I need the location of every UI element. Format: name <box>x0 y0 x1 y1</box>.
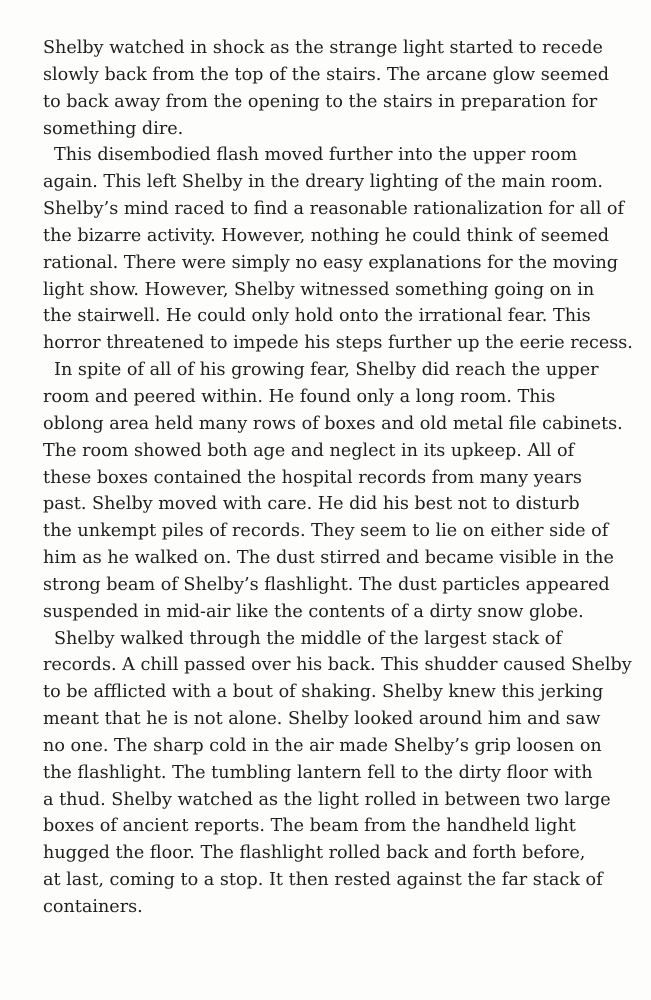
text-line: suspended in mid-air like the contents of a dirty snow globe. <box>43 601 584 622</box>
text-line: meant that he is not alone. Shelby looked around him and saw <box>43 709 601 730</box>
text-line: him as he walked on. The dust stirred and became visible in the <box>43 548 614 569</box>
text-line: a thud. Shelby watched as the light rolled in between two large <box>43 789 611 810</box>
text-line: slowly back from the top of the stairs. The arcane glow seemed <box>43 64 609 85</box>
text-line: the unkempt piles of records. They seem to lie on either side of <box>43 521 609 542</box>
text-line: In spite of all of his growing fear, Shelby did reach the upper <box>54 360 599 381</box>
text-line: records. A chill passed over his back. This shudder caused Shelby <box>43 655 632 676</box>
text-line: oblong area held many rows of boxes and old metal file cabinets. <box>43 413 623 434</box>
text-line: to be afflicted with a bout of shaking. Shelby knew this jerking <box>43 682 604 703</box>
text-line: horror threatened to impede his steps further up the eerie recess. <box>43 333 633 354</box>
story-text <box>43 35 633 921</box>
text-line: at last, coming to a stop. It then rested against the far stack of <box>43 870 603 891</box>
text-line: Shelby’s mind raced to find a reasonable rationalization for all of <box>43 199 625 220</box>
text-line: past. Shelby moved with care. He did his best not to disturb <box>43 494 580 515</box>
paragraph-1 <box>43 35 633 142</box>
text-line: something dire. <box>43 118 184 139</box>
text-line: Shelby watched in shock as the strange light started to recede <box>43 38 603 58</box>
text-line: boxes of ancient reports. The beam from the handheld light <box>43 816 576 837</box>
paragraph-2 <box>43 142 633 357</box>
text-line: light show. However, Shelby witnessed something going on in <box>43 279 595 300</box>
text-line: hugged the floor. The flashlight rolled back and forth before, <box>43 843 586 864</box>
text-line: to back away from the opening to the stairs in preparation for <box>43 91 598 112</box>
text-line: again. This left Shelby in the dreary lighting of the main room. <box>43 172 604 193</box>
paragraph-3 <box>43 357 633 625</box>
text-line: the bizarre activity. However, nothing he could think of seemed <box>43 225 610 246</box>
text-line: the flashlight. The tumbling lantern fell to the dirty floor with <box>43 762 593 783</box>
paragraph-4 <box>43 626 633 921</box>
text-line: these boxes contained the hospital records from many years <box>43 467 582 488</box>
text-line: Shelby walked through the middle of the largest stack of <box>54 628 562 649</box>
text-line: The room showed both age and neglect in its upkeep. All of <box>43 440 575 461</box>
text-line: containers. <box>43 897 143 917</box>
text-line: strong beam of Shelby’s flashlight. The dust particles appeared <box>43 574 610 595</box>
text-line: the stairwell. He could only hold onto the irrational fear. This <box>43 306 591 327</box>
text-line: room and peered within. He found only a long room. This <box>43 386 556 407</box>
text-line: This disembodied flash moved further into the upper room <box>54 145 578 166</box>
text-line: rational. There were simply no easy explanations for the moving <box>43 252 619 273</box>
text-line: no one. The sharp cold in the air made Shelby’s grip loosen on <box>43 735 602 756</box>
